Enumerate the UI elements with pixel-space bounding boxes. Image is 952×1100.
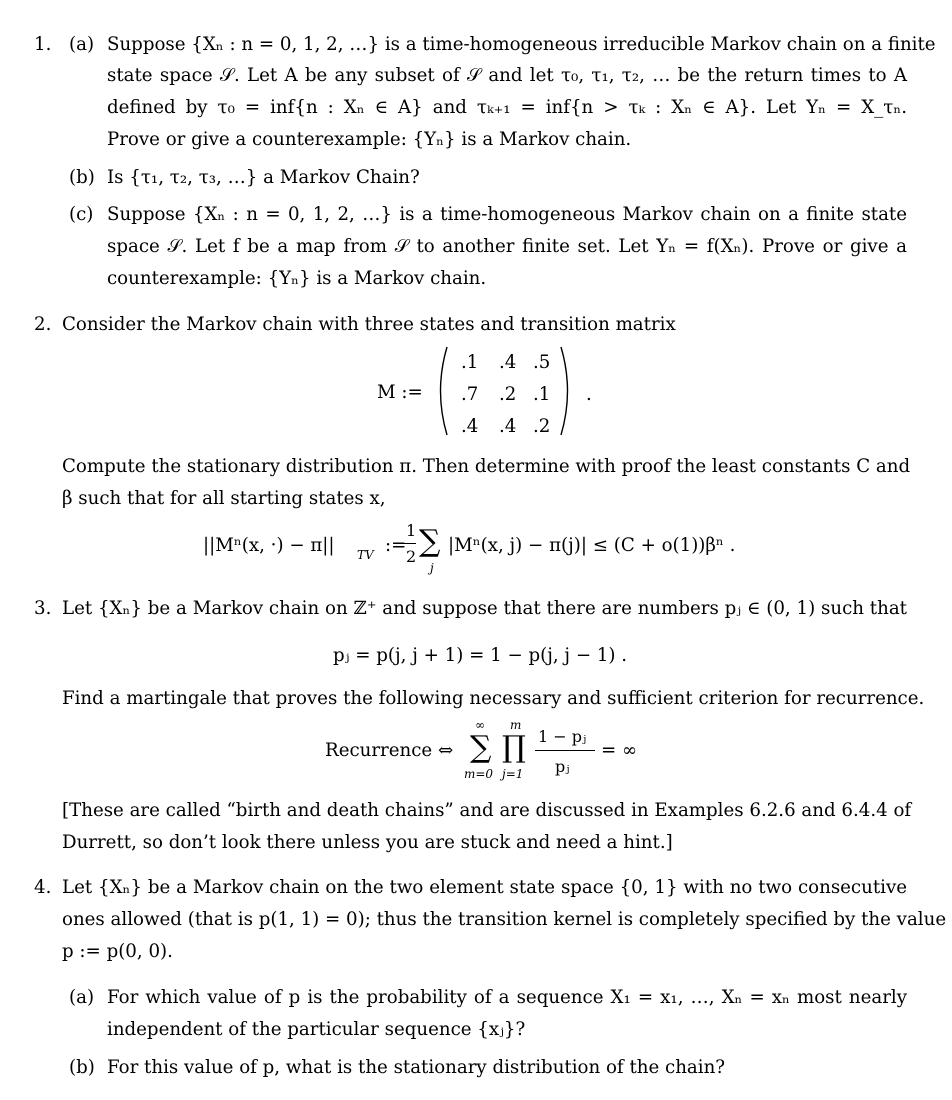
criterion-rhs: = ∞ <box>601 740 638 761</box>
problem-3-note-line-2: Durrett, so don’t look there unless you are stuck and need a hint.] <box>62 832 673 853</box>
problem-1c-line-3: counterexample: {Yₙ} is a Markov chain. <box>107 268 487 289</box>
matrix-cell-0-0: .1 <box>461 352 479 373</box>
matrix-cell-0-1: .4 <box>499 352 517 373</box>
problem-1a-line-1: Suppose {Xₙ : n = 0, 1, 2, …} is a time-homogeneous irreducible Markov chain on a finite <box>107 34 936 55</box>
problem-3-number: 3. <box>34 598 52 619</box>
criterion-sum-bottom: m=0 <box>464 767 494 781</box>
problem-4-number: 4. <box>34 877 52 898</box>
tv-rhs: |Mⁿ(x, j) − π(j)| ≤ (C + o(1))βⁿ . <box>448 535 736 556</box>
tv-half-numerator: 1 <box>406 521 417 540</box>
matrix-cell-1-0: .7 <box>461 384 479 405</box>
tv-sum-index: j <box>430 561 434 575</box>
matrix-left-paren <box>432 345 450 437</box>
tv-define: := <box>385 535 407 556</box>
matrix-cell-2-2: .2 <box>533 416 551 437</box>
problem-1b-line-1: Is {τ₁, τ₂, τ₃, …} a Markov Chain? <box>107 167 420 188</box>
problem-2-text-line-1: Compute the stationary distribution π. Then determine with proof the least constants C and <box>62 456 911 477</box>
criterion-product-sign: ∏ <box>502 730 526 765</box>
problem-1a-label: (a) <box>69 34 95 55</box>
matrix-right-paren <box>558 345 576 437</box>
criterion-label: Recurrence ⇔ <box>325 740 454 761</box>
problem-1a-line-2: state space 𝒮. Let A be any subset of 𝒮 and let τ₀, τ₁, τ₂, … be the return times to A <box>107 65 907 86</box>
matrix-cell-2-1: .4 <box>499 416 517 437</box>
sum-sign: ∑ <box>419 524 441 559</box>
problem-4b-line-1: For this value of p, what is the stationary distribution of the chain? <box>107 1057 726 1078</box>
matrix-period: . <box>586 384 592 405</box>
matrix-cell-0-2: .5 <box>533 352 551 373</box>
problem-1c-line-2: space 𝒮. Let f be a map from 𝒮 to another finite set. Let Yₙ = f(Xₙ). Prove or give a <box>107 236 907 257</box>
problem-4a-line-2: independent of the particular sequence {xⱼ}? <box>107 1019 526 1040</box>
tv-half-denominator: 2 <box>406 547 417 566</box>
problem-1c-label: (c) <box>69 204 94 225</box>
problem-1c-line-1: Suppose {Xₙ : n = 0, 1, 2, …} is a time-homogeneous Markov chain on a finite state <box>107 204 907 225</box>
problem-1b-label: (b) <box>69 167 95 188</box>
problem-4a-line-1: For which value of p is the probability of a sequence X₁ = x₁, …, Xₙ = xₙ most nearly <box>107 987 907 1008</box>
criterion-prod-top: m <box>510 718 522 732</box>
problem-4-intro-line-3: p := p(0, 0). <box>62 941 173 962</box>
problem-2-number: 2. <box>34 314 52 335</box>
criterion-sum-sign: ∑ <box>470 730 492 765</box>
problem-2-intro: Consider the Markov chain with three states and transition matrix <box>62 314 676 335</box>
tv-half-bar <box>402 543 416 544</box>
problem-1-number: 1. <box>34 34 52 55</box>
criterion-prod-bottom: j=1 <box>502 767 524 781</box>
problem-1a-line-4: Prove or give a counterexample: {Yₙ} is a Markov chain. <box>107 129 632 150</box>
problem-4b-label: (b) <box>69 1057 95 1078</box>
problem-3-equation: pⱼ = p(j, j + 1) = 1 − p(j, j − 1) . <box>333 645 628 666</box>
problem-4a-label: (a) <box>69 987 95 1008</box>
matrix-label: M := <box>377 382 423 403</box>
matrix-cell-2-0: .4 <box>461 416 479 437</box>
matrix-cell-1-1: .2 <box>499 384 517 405</box>
problem-4-intro-line-1: Let {Xₙ} be a Markov chain on the two element state space {0, 1} with no two consecutive <box>62 877 907 898</box>
criterion-fraction-numerator: 1 − pⱼ <box>538 727 587 746</box>
problem-3-find: Find a martingale that proves the following necessary and sufficient criterion for recurrence. <box>62 688 925 709</box>
tv-subscript: TV <box>357 548 374 562</box>
problem-2-text-line-2: β such that for all starting states x, <box>62 488 386 509</box>
criterion-fraction-denominator: pⱼ <box>555 757 570 776</box>
problem-1a-line-3: defined by τ₀ = inf{n : Xₙ ∈ A} and τₖ₊₁ = inf{n > τₖ : Xₙ ∈ A}. Let Yₙ = X_τₙ. <box>107 97 907 118</box>
problem-3-intro: Let {Xₙ} be a Markov chain on ℤ⁺ and suppose that there are numbers pⱼ ∈ (0, 1) such that <box>62 598 907 619</box>
problem-4-intro-line-2: ones allowed (that is p(1, 1) = 0); thus the transition kernel is completely specified by the value <box>62 909 947 930</box>
criterion-sum-top: ∞ <box>475 718 485 732</box>
tv-lhs: ||Mⁿ(x, ·) − π|| <box>203 535 335 556</box>
criterion-fraction-bar <box>535 750 595 751</box>
problem-3-note-line-1: [These are called “birth and death chains” and are discussed in Examples 6.2.6 and 6.4.4 of <box>62 800 912 821</box>
matrix-cell-1-2: .1 <box>533 384 551 405</box>
